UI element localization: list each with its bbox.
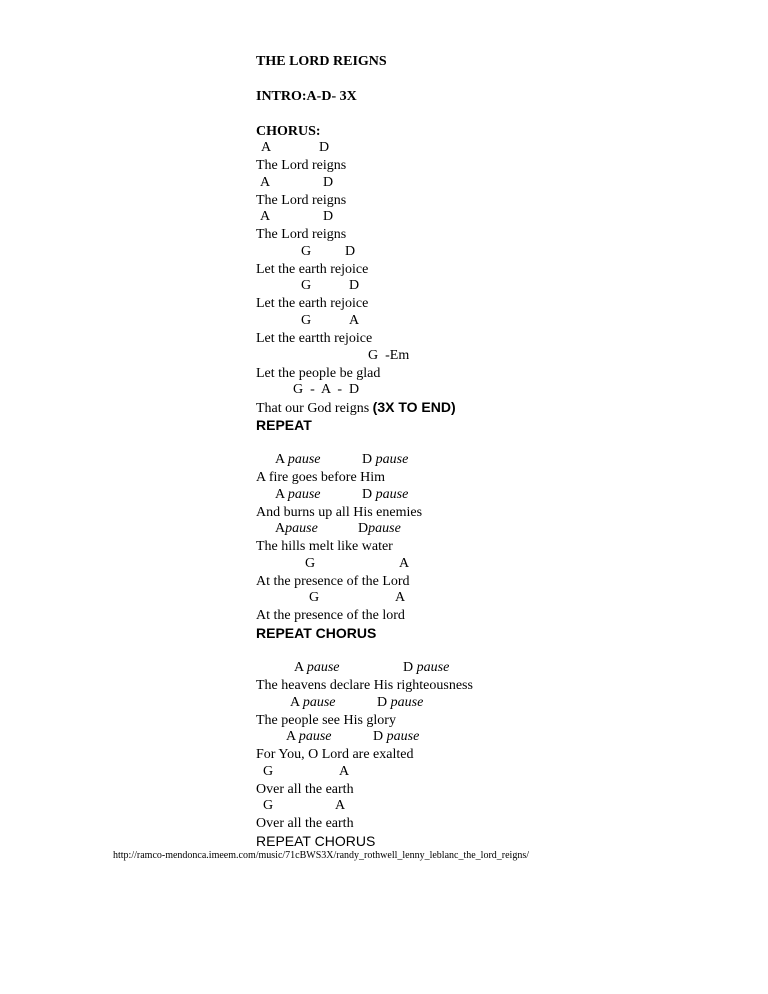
chord-row — [256, 244, 656, 261]
lyric-line: For You, O Lord are exalted — [256, 747, 414, 762]
chord: G - A - D — [293, 382, 360, 397]
lyric-line: Let the people be glad — [256, 366, 381, 381]
chord: G — [305, 556, 316, 571]
pause-mark: pause — [390, 695, 424, 710]
chord: A — [260, 209, 271, 224]
pause-mark: pause — [287, 487, 321, 502]
chord: A — [294, 660, 304, 675]
lyric-line: Over all the earth — [256, 816, 354, 831]
lyric-line: And burns up all His enemies — [256, 505, 423, 520]
chord: A — [399, 556, 410, 571]
pause-mark: pause — [375, 487, 409, 502]
chord: A — [349, 313, 360, 328]
chord-row — [256, 140, 656, 157]
pause-mark: pause — [375, 452, 409, 467]
lyric-line: The people see His glory — [256, 713, 396, 728]
pause-mark: pause — [285, 521, 318, 536]
repeat-chorus-label: REPEAT CHORUS — [256, 625, 377, 641]
chord: G — [301, 278, 312, 293]
chord-row — [256, 278, 656, 295]
pause-mark: pause — [298, 729, 332, 744]
chord: A — [290, 695, 300, 710]
chord: A — [260, 175, 271, 190]
chord-row — [256, 313, 656, 330]
chord-row — [256, 729, 656, 746]
chord: G — [301, 313, 312, 328]
chord: D — [323, 209, 334, 224]
chord-row — [256, 590, 656, 607]
chord: D — [349, 278, 360, 293]
chord-row — [256, 452, 656, 469]
chord-row — [256, 487, 656, 504]
chord: G — [309, 590, 320, 605]
lyric-line: A fire goes before Him — [256, 470, 386, 485]
chord-row — [256, 798, 656, 815]
source-url: http://ramco-mendonca.imeem.com/music/71cBWS3X/randy_rothwell_lenny_leblanc_the_lord_reigns/ — [113, 850, 530, 861]
repeat-label: REPEAT — [256, 417, 312, 433]
chorus-heading: CHORUS: — [256, 124, 321, 139]
chord: D — [377, 695, 388, 710]
chord: A — [395, 590, 406, 605]
lyric-line: At the presence of the lord — [256, 608, 405, 623]
chord-row — [256, 382, 656, 399]
pause-mark: pause — [302, 695, 336, 710]
lyric-line: The hills melt like water — [256, 539, 393, 554]
chord: D — [345, 244, 356, 259]
song-title: THE LORD REIGNS — [256, 54, 387, 69]
chord: A — [286, 729, 296, 744]
chord: D — [403, 660, 414, 675]
chord: D — [362, 452, 373, 467]
chord-row — [256, 175, 656, 192]
chord-row — [256, 695, 656, 712]
chord-row — [256, 660, 656, 677]
chord: D — [319, 140, 330, 155]
chord: G — [301, 244, 312, 259]
lyric-line: The Lord reigns — [256, 193, 347, 208]
chord: A — [275, 452, 285, 467]
chord: A — [275, 487, 285, 502]
chord: D — [358, 521, 369, 536]
lyric-line: Let the earth rejoice — [256, 262, 369, 277]
intro-line: INTRO:A-D- 3X — [256, 89, 357, 104]
chord: G — [263, 764, 274, 779]
chord: D — [362, 487, 373, 502]
chord-row — [256, 764, 656, 781]
chord: D — [373, 729, 384, 744]
chord: G -Em — [368, 348, 410, 363]
lyric-line: At the presence of the Lord — [256, 574, 410, 589]
pause-mark: pause — [306, 660, 340, 675]
repeat-chorus-label: REPEAT CHORUS — [256, 833, 376, 849]
chord: G — [263, 798, 274, 813]
repeat-instruction: (3X TO END) — [372, 399, 456, 415]
lyric-text: That our God reigns — [256, 401, 370, 416]
lyric-line: The Lord reigns — [256, 158, 347, 173]
chord: A — [275, 521, 286, 536]
chord-row — [256, 556, 656, 573]
chord-row — [256, 348, 656, 365]
pause-mark: pause — [368, 521, 401, 536]
lyric-line: Over all the earth — [256, 782, 354, 797]
chord: A — [335, 798, 346, 813]
chord: A — [339, 764, 350, 779]
pause-mark: pause — [416, 660, 450, 675]
lyric-line: Let the eartth rejoice — [256, 331, 373, 346]
pause-mark: pause — [287, 452, 321, 467]
pause-mark: pause — [386, 729, 420, 744]
chord: A — [261, 140, 272, 155]
chord-row — [256, 521, 656, 538]
lyric-line: The Lord reigns — [256, 227, 347, 242]
lyric-line: Let the earth rejoice — [256, 296, 369, 311]
lyric-line — [256, 399, 456, 417]
lyric-line: The heavens declare His righteousness — [256, 678, 473, 693]
chord-row — [256, 209, 656, 226]
chord: D — [323, 175, 334, 190]
